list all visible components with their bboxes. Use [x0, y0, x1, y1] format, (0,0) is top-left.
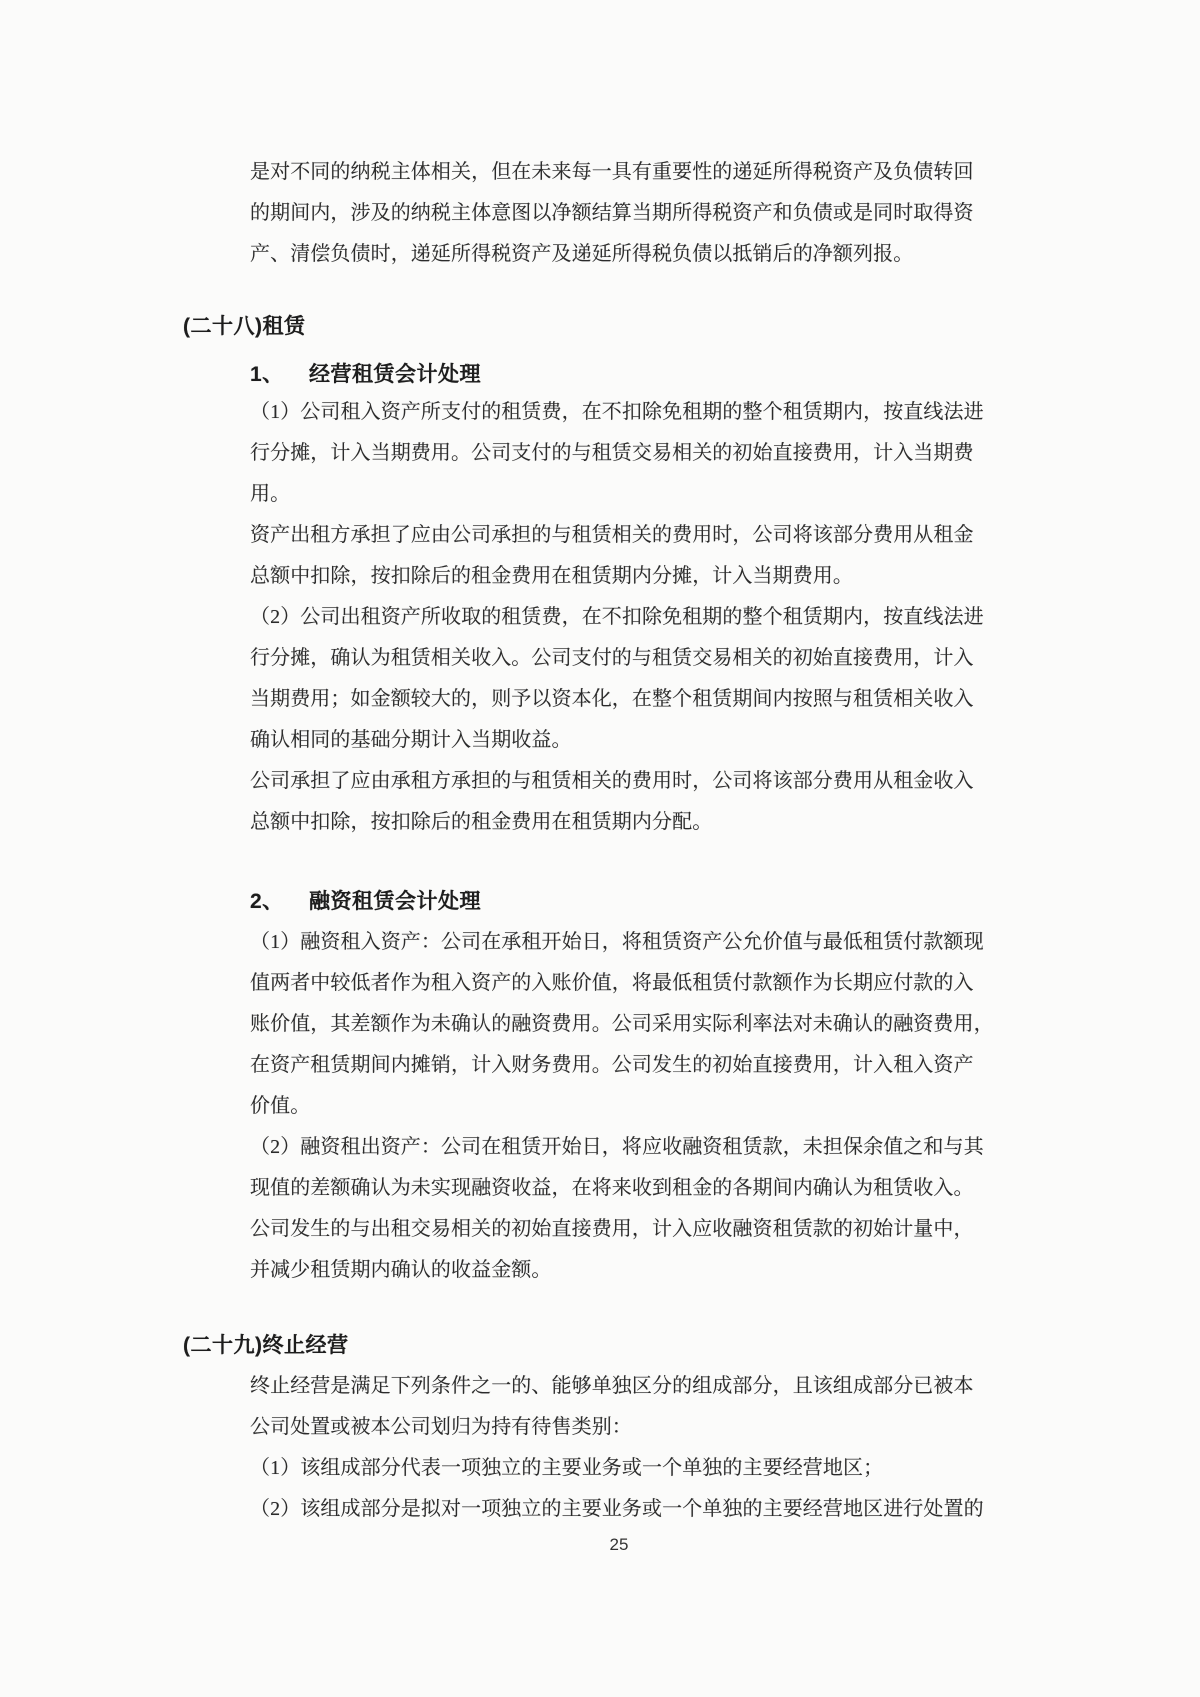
text-line: 总额中扣除，按扣除后的租金费用在租赁期内分配。 — [250, 811, 713, 833]
text-line: （1）公司租入资产所支付的租赁费，在不扣除免租期的整个租赁期内，按直线法进 — [250, 401, 984, 423]
operating-lease-paragraph — [250, 392, 984, 843]
text-line: 用。 — [250, 483, 291, 505]
text-line: （1）该组成部分代表一项独立的主要业务或一个单独的主要经营地区； — [250, 1457, 884, 1479]
section-heading-lease: (二十八)租赁 — [183, 315, 306, 338]
text-line: 总额中扣除，按扣除后的租金费用在租赁期内分摊，计入当期费用。 — [250, 565, 853, 587]
text-line: 并减少租赁期内确认的收益金额。 — [250, 1259, 552, 1281]
subheading-number: 2、 — [250, 890, 284, 913]
text-line: 在资产租赁期间内摊销，计入财务费用。公司发生的初始直接费用，计入租入资产 — [250, 1054, 974, 1076]
subheading-operating-lease — [250, 360, 481, 390]
text-line: 公司承担了应由承租方承担的与租赁相关的费用时，公司将该部分费用从租金收入 — [250, 770, 974, 792]
text-line: 当期费用；如金额较大的，则予以资本化，在整个租赁期间内按照与租赁相关收入 — [250, 688, 974, 710]
text-line: （2）该组成部分是拟对一项独立的主要业务或一个单独的主要经营地区进行处置的 — [250, 1498, 984, 1520]
text-line: 公司处置或被本公司划归为持有待售类别： — [250, 1416, 632, 1438]
text-line: 价值。 — [250, 1095, 311, 1117]
subheading-title: 融资租赁会计处理 — [309, 890, 481, 913]
text-line: 的期间内，涉及的纳税主体意图以净额结算当期所得税资产和负债或是同时取得资 — [250, 202, 974, 224]
text-line: （1）融资租入资产：公司在承租开始日，将租赁资产公允价值与最低租赁付款额现 — [250, 931, 984, 953]
finance-lease-paragraph — [250, 922, 994, 1291]
page-number: 25 — [609, 1535, 629, 1554]
text-line: 账价值，其差额作为未确认的融资费用。公司采用实际利率法对未确认的融资费用， — [250, 1013, 994, 1035]
text-line: 终止经营是满足下列条件之一的、能够单独区分的组成部分，且该组成部分已被本 — [250, 1375, 974, 1397]
text-line: 现值的差额确认为未实现融资收益，在将来收到租金的各期间内确认为租赁收入。 — [250, 1177, 974, 1199]
discontinued-paragraph — [250, 1366, 984, 1530]
text-line: 行分摊，确认为租赁相关收入。公司支付的与租赁交易相关的初始直接费用，计入 — [250, 647, 974, 669]
section-heading-discontinued: (二十九)终止经营 — [183, 1334, 349, 1357]
subheading-number: 1、 — [250, 363, 284, 386]
text-line: 确认相同的基础分期计入当期收益。 — [250, 729, 572, 751]
text-line: （2）融资租出资产：公司在租赁开始日，将应收融资租赁款，未担保余值之和与其 — [250, 1136, 984, 1158]
subheading-title: 经营租赁会计处理 — [309, 363, 481, 386]
text-line: 公司发生的与出租交易相关的初始直接费用，计入应收融资租赁款的初始计量中， — [250, 1218, 974, 1240]
text-line: 是对不同的纳税主体相关，但在未来每一具有重要性的递延所得税资产及负债转回 — [250, 161, 974, 183]
subheading-finance-lease — [250, 887, 481, 917]
intro-paragraph — [250, 152, 974, 275]
text-line: 产、清偿负债时，递延所得税资产及递延所得税负债以抵销后的净额列报。 — [250, 243, 914, 265]
text-line: 行分摊，计入当期费用。公司支付的与租赁交易相关的初始直接费用，计入当期费 — [250, 442, 974, 464]
text-line: 资产出租方承担了应由公司承担的与租赁相关的费用时，公司将该部分费用从租金 — [250, 524, 974, 546]
text-line: 值两者中较低者作为租入资产的入账价值，将最低租赁付款额作为长期应付款的入 — [250, 972, 974, 994]
text-line: （2）公司出租资产所收取的租赁费，在不扣除免租期的整个租赁期内，按直线法进 — [250, 606, 984, 628]
